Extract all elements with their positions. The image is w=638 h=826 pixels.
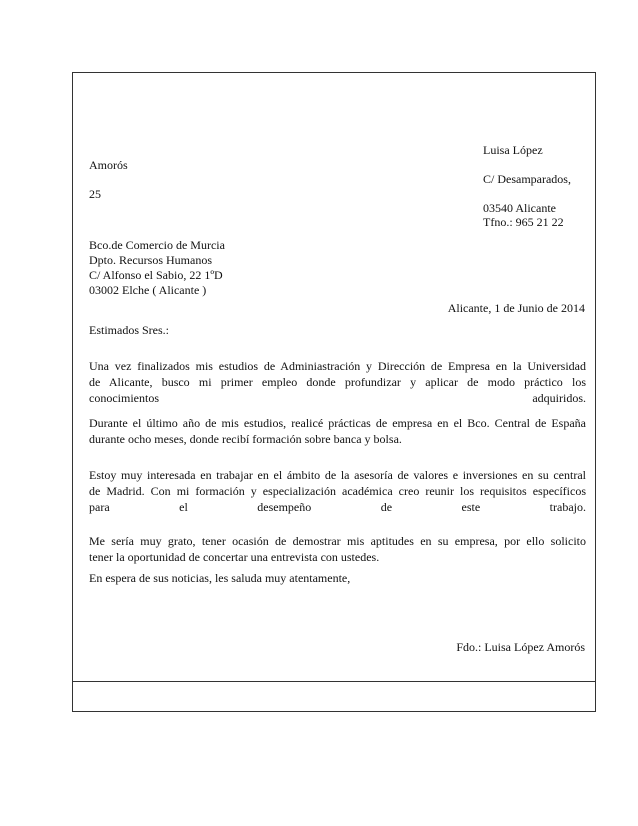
recipient-street: C/ Alfonso el Sabio, 22 1ºD: [89, 268, 223, 282]
paragraph-line: de Alicante, busco mi primer empleo donde profundizar y aplicar de modo práctico los: [89, 375, 586, 389]
paragraph-2: [89, 415, 586, 447]
signature: Fdo.: Luisa López Amorós: [456, 640, 585, 654]
sender-name-line2: Amorós: [89, 158, 128, 172]
paragraph-3: [89, 467, 586, 515]
paragraph-line: de Madrid. Con mi formación y especialización académica creo reunir los requisitos específicos: [89, 484, 586, 498]
recipient-city: 03002 Elche ( Alicante ): [89, 283, 207, 297]
closing: En espera de sus noticias, les saluda muy atentamente,: [89, 571, 351, 585]
letter-date: Alicante, 1 de Junio de 2014: [447, 301, 585, 315]
sender-name-line1: Luisa López: [483, 143, 543, 157]
paragraph-word: conocimientos: [89, 391, 159, 405]
paragraph-1: [89, 358, 586, 406]
paragraph-line: Una vez finalizados mis estudios de Adminiastración y Dirección de Empresa en la Universidad: [89, 359, 586, 373]
paragraph-line: Estoy muy interesada en trabajar en el ámbito de la asesoría de valores e inversiones en su central: [89, 468, 586, 482]
sender-street-line2: 25: [89, 187, 101, 201]
paragraph-line: para el desempeño de este trabajo.: [89, 500, 586, 514]
paragraph-line: Me sería muy grato, tener ocasión de demostrar mis aptitudes en su empresa, por ello solicito: [89, 534, 586, 548]
frame-divider: [72, 681, 596, 682]
sender-city: 03540 Alicante: [483, 201, 556, 215]
paragraph-line: Durante el último año de mis estudios, realicé prácticas de empresa en el Bco. Central de España: [89, 416, 586, 430]
recipient-bank: Bco.de Comercio de Murcia: [89, 238, 225, 252]
sender-phone: Tfno.: 965 21 22: [483, 215, 564, 229]
recipient-department: Dpto. Recursos Humanos: [89, 253, 212, 267]
paragraph-line: tener la oportunidad de concertar una entrevista con ustedes.: [89, 550, 380, 564]
paragraph-word: adquiridos.: [532, 391, 586, 405]
salutation: Estimados Sres.:: [89, 323, 169, 337]
sender-street-line1: C/ Desamparados,: [483, 172, 571, 186]
paragraph-line-split: [89, 390, 586, 406]
paragraph-line: durante ocho meses, donde recibí formación sobre banca y bolsa.: [89, 432, 402, 446]
paragraph-4: [89, 533, 586, 565]
